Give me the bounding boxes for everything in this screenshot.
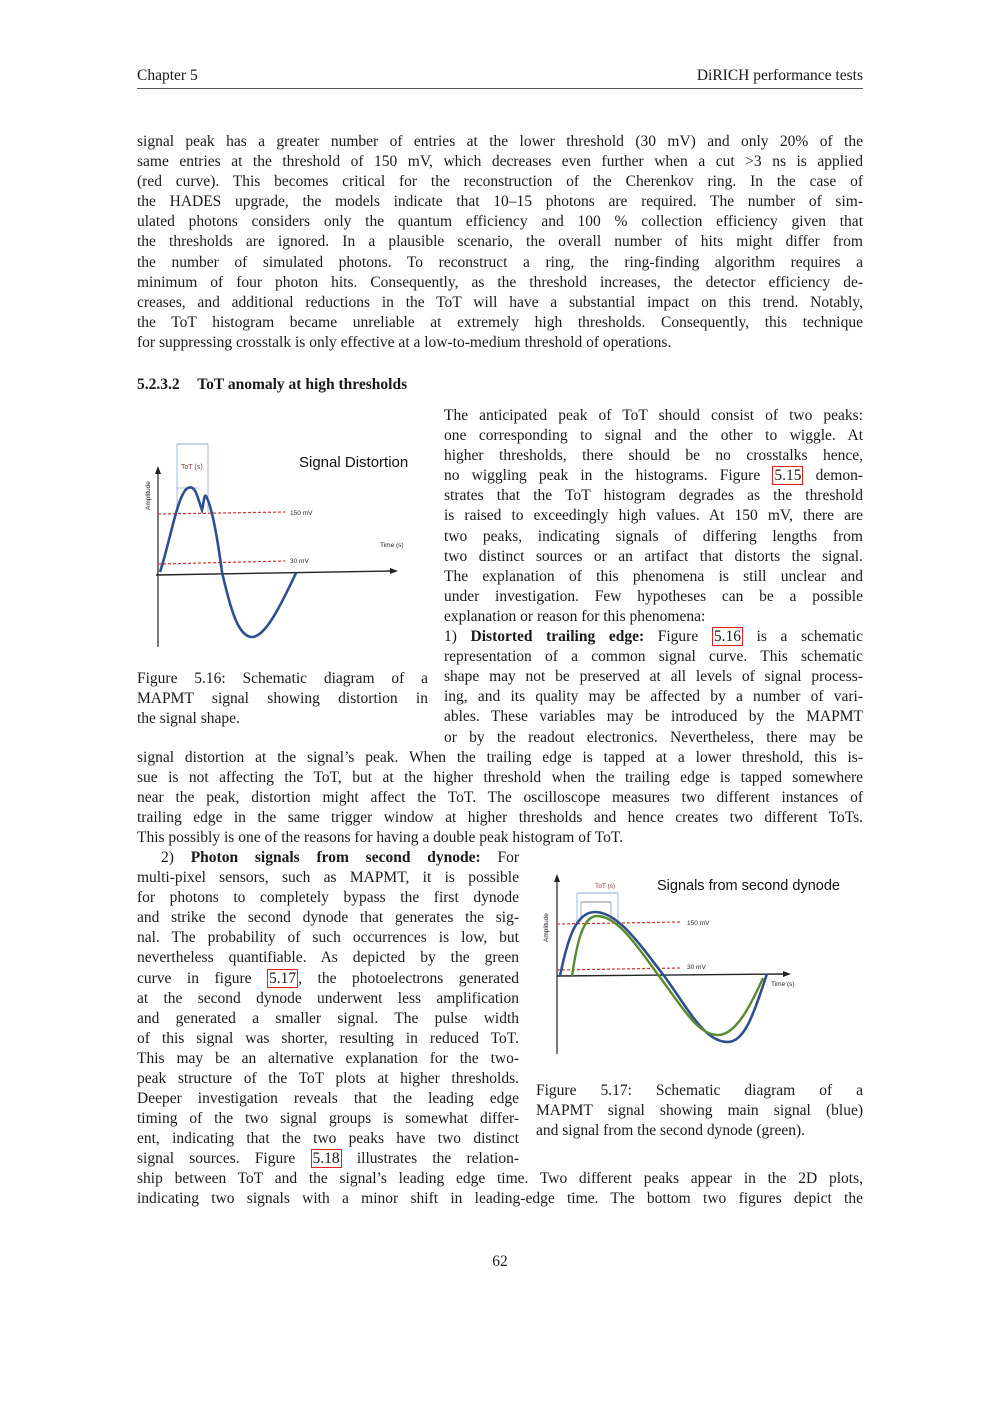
- text-segment: signal sources. Figure: [137, 1150, 311, 1168]
- text-line: two peaks, indicating signals of differing lengths from: [444, 527, 863, 545]
- threshold-low-label: 30 mV: [687, 964, 706, 971]
- text-line: ing, and its quality may be affected by a number of vari-: [444, 688, 863, 706]
- text-line: higher thresholds, there should be no crosstalks hence,: [444, 447, 863, 465]
- caption-line: the signal shape.: [137, 710, 240, 728]
- text-segment: 2): [161, 849, 191, 866]
- text-line: shape may not be preserved at all levels of signal process-: [444, 668, 863, 686]
- text-line: under investigation. Few hypotheses can be a possible: [444, 587, 863, 605]
- text-segment: For: [480, 849, 519, 866]
- text-segment: 1): [444, 628, 471, 646]
- text-line: creases, and additional reductions in the ToT will have a substantial impact on this trend. Notably,: [137, 293, 863, 311]
- x-axis-label: Time (s): [771, 981, 795, 988]
- intro-paragraph: [137, 132, 863, 353]
- caption-line: Figure 5.17: Schematic diagram of a: [536, 1082, 863, 1099]
- chapter-label: Chapter 5: [137, 67, 198, 84]
- threshold-low-label: 30 mV: [290, 558, 309, 565]
- text-line: two distinct sources or an artifact that distorts the signal.: [444, 547, 863, 565]
- text-line: and generated a smaller signal. The pulse width: [137, 1009, 519, 1027]
- caption-line: and signal from the second dynode (green).: [536, 1122, 806, 1140]
- text-segment: curve in figure: [137, 969, 268, 987]
- threshold-high-label: 150 mV: [290, 510, 313, 517]
- figure-title: Signals from second dynode: [657, 878, 840, 894]
- section-number: 5.2.3.2: [137, 376, 180, 393]
- figure-ref-link[interactable]: 5.17: [269, 969, 297, 987]
- text-line: [444, 466, 863, 486]
- signal-distortion-diagram: [140, 432, 430, 652]
- hypothesis-1-continuation: [137, 748, 863, 848]
- text-segment: illustrates the relation-: [341, 1150, 519, 1168]
- hypothesis-heading: Distorted trailing edge:: [470, 628, 645, 646]
- y-axis-label: Amplitude: [145, 481, 152, 510]
- right-column-paragraph: [444, 406, 863, 748]
- threshold-high-label: 150 mV: [687, 920, 710, 927]
- text-line: representation of a common signal curve. This schematic: [444, 648, 863, 666]
- text-line: ables. These variables may be introduced by the MAPMT: [444, 708, 863, 726]
- text-line: of this signal was shorter, resulting in reduced ToT.: [137, 1029, 519, 1047]
- text-segment: is a schematic: [742, 628, 863, 646]
- text-line: trailing edge in the same trigger window at higher thresholds and hence creates two different ToTs.: [137, 809, 863, 827]
- text-line: near the peak, distortion might affect the ToT. The oscilloscope measures two different instances of: [137, 789, 863, 807]
- text-line: the HADES upgrade, the models indicate that 10–15 photons are required. The number of sim-: [137, 193, 863, 211]
- hypothesis-heading: Photon signals from second dynode:: [190, 849, 481, 866]
- text-line: or by the readout electronics. Nevertheless, there may be: [444, 728, 863, 746]
- text-line: ulated photons considers only the quantum efficiency and 100 % collection efficiency given that: [137, 213, 863, 231]
- text-line: [444, 627, 863, 647]
- text-line: one corresponding to signal and the other to wiggle. At: [444, 427, 863, 445]
- text-line: same entries at the threshold of 150 mV, which decreases even further when a cut >3 ns is applied: [137, 153, 863, 171]
- text-line: the number of simulated photons. To reconstruct a ring, the ring-finding algorithm requires a: [137, 253, 863, 271]
- text-line: sue is not affecting the ToT, but at the higher threshold when the trailing edge is tapped somewhere: [137, 769, 863, 787]
- text-line: This may be an alternative explanation for the two-: [137, 1049, 519, 1067]
- text-line: for suppressing crosstalk is only effective at a low-to-medium threshold of operations.: [137, 333, 672, 351]
- page-number: 62: [492, 1253, 508, 1270]
- text-line: indicating two signals with a minor shift in leading-edge time. The bottom two figures depict the: [137, 1190, 863, 1208]
- text-line: This possibly is one of the reasons for having a double peak histogram of ToT.: [137, 829, 624, 847]
- caption-line: MAPMT signal showing distortion in: [137, 690, 428, 708]
- hypothesis-2-continuation: [137, 1169, 863, 1209]
- text-line: for photons to completely bypass the first dynode: [137, 889, 519, 907]
- text-line: The anticipated peak of ToT should consist of two peaks:: [444, 407, 863, 424]
- text-line: [137, 969, 519, 989]
- text-line: strates that the ToT histogram degrades as the threshold: [444, 487, 863, 505]
- text-segment: Figure: [644, 628, 712, 646]
- text-line: signal distortion at the signal’s peak. When the trailing edge is tapped at a lower threshold, this is-: [137, 749, 863, 766]
- hypothesis-2-paragraph: [137, 848, 519, 1170]
- text-line: [137, 1149, 519, 1169]
- text-line: nevertheless quantifiable. As depicted by the green: [137, 949, 519, 967]
- text-line: [137, 848, 519, 868]
- section-heading: [137, 376, 407, 394]
- figure-ref-link[interactable]: 5.18: [312, 1150, 340, 1168]
- caption-line: MAPMT signal showing main signal (blue): [536, 1102, 863, 1120]
- text-line: peak structure of the ToT plots at higher thresholds.: [137, 1070, 519, 1088]
- text-line: nal. The probability of such occurrences is low, but: [137, 929, 519, 947]
- figure-5-16-caption: [137, 669, 428, 729]
- figure-ref-link[interactable]: 5.15: [774, 467, 802, 485]
- text-line: signal peak has a greater number of entries at the lower threshold (30 mV) and only 20% of the: [137, 133, 863, 150]
- text-line: the ToT histogram became unreliable at extremely high thresholds. Consequently, this technique: [137, 313, 863, 331]
- text-line: minimum of four photon hits. Consequently, as the threshold increases, the detector efficiency de-: [137, 273, 863, 291]
- section-title: ToT anomaly at high thresholds: [197, 376, 408, 393]
- text-line: explanation or reason for this phenomena:: [444, 607, 706, 625]
- text-line: ship between ToT and the signal’s leading edge time. Two different peaks appear in the 2D plots,: [137, 1170, 863, 1187]
- caption-line: Figure 5.16: Schematic diagram of a: [137, 670, 428, 687]
- text-segment: demon-: [803, 467, 863, 485]
- chapter-title: DiRICH performance tests: [696, 67, 863, 84]
- y-axis-label: Amplitude: [543, 913, 550, 942]
- text-line: the thresholds are ignored. In a plausible scenario, the overall number of hits might differ from: [137, 233, 863, 251]
- text-line: (red curve). This becomes critical for the reconstruction of the Cherenkov ring. In the case of: [137, 173, 863, 191]
- figure-5-16: [140, 432, 430, 652]
- text-line: Deeper investigation reveals that the leading edge: [137, 1090, 519, 1108]
- figure-title: Signal Distortion: [299, 454, 409, 471]
- figure-ref-link[interactable]: 5.16: [713, 628, 741, 646]
- text-segment: , the photoelectrons generated: [298, 969, 519, 987]
- text-line: timing of the two signal groups is somewhat differ-: [137, 1110, 519, 1128]
- running-header: [137, 66, 863, 89]
- text-line: ent, indicating that the two peaks have two distinct: [137, 1130, 519, 1148]
- text-line: and strike the second dynode that generates the sig-: [137, 909, 519, 927]
- second-dynode-diagram: [535, 862, 870, 1062]
- figure-5-17-caption: [536, 1081, 863, 1141]
- tot-label: ToT (s): [595, 883, 616, 890]
- x-axis-label: Time (s): [380, 542, 404, 549]
- text-line: at the second dynode underwent less amplification: [137, 989, 519, 1007]
- text-line: multi-pixel sensors, such as MAPMT, it is possible: [137, 869, 519, 887]
- text-line: is raised to exceedingly high values. At 150 mV, there are: [444, 507, 863, 525]
- text-segment: no wiggling peak in the histograms. Figure: [444, 467, 773, 485]
- text-line: The explanation of this phenomena is still unclear and: [444, 567, 863, 585]
- tot-label: ToT (s): [181, 464, 203, 471]
- figure-5-17: [535, 862, 870, 1062]
